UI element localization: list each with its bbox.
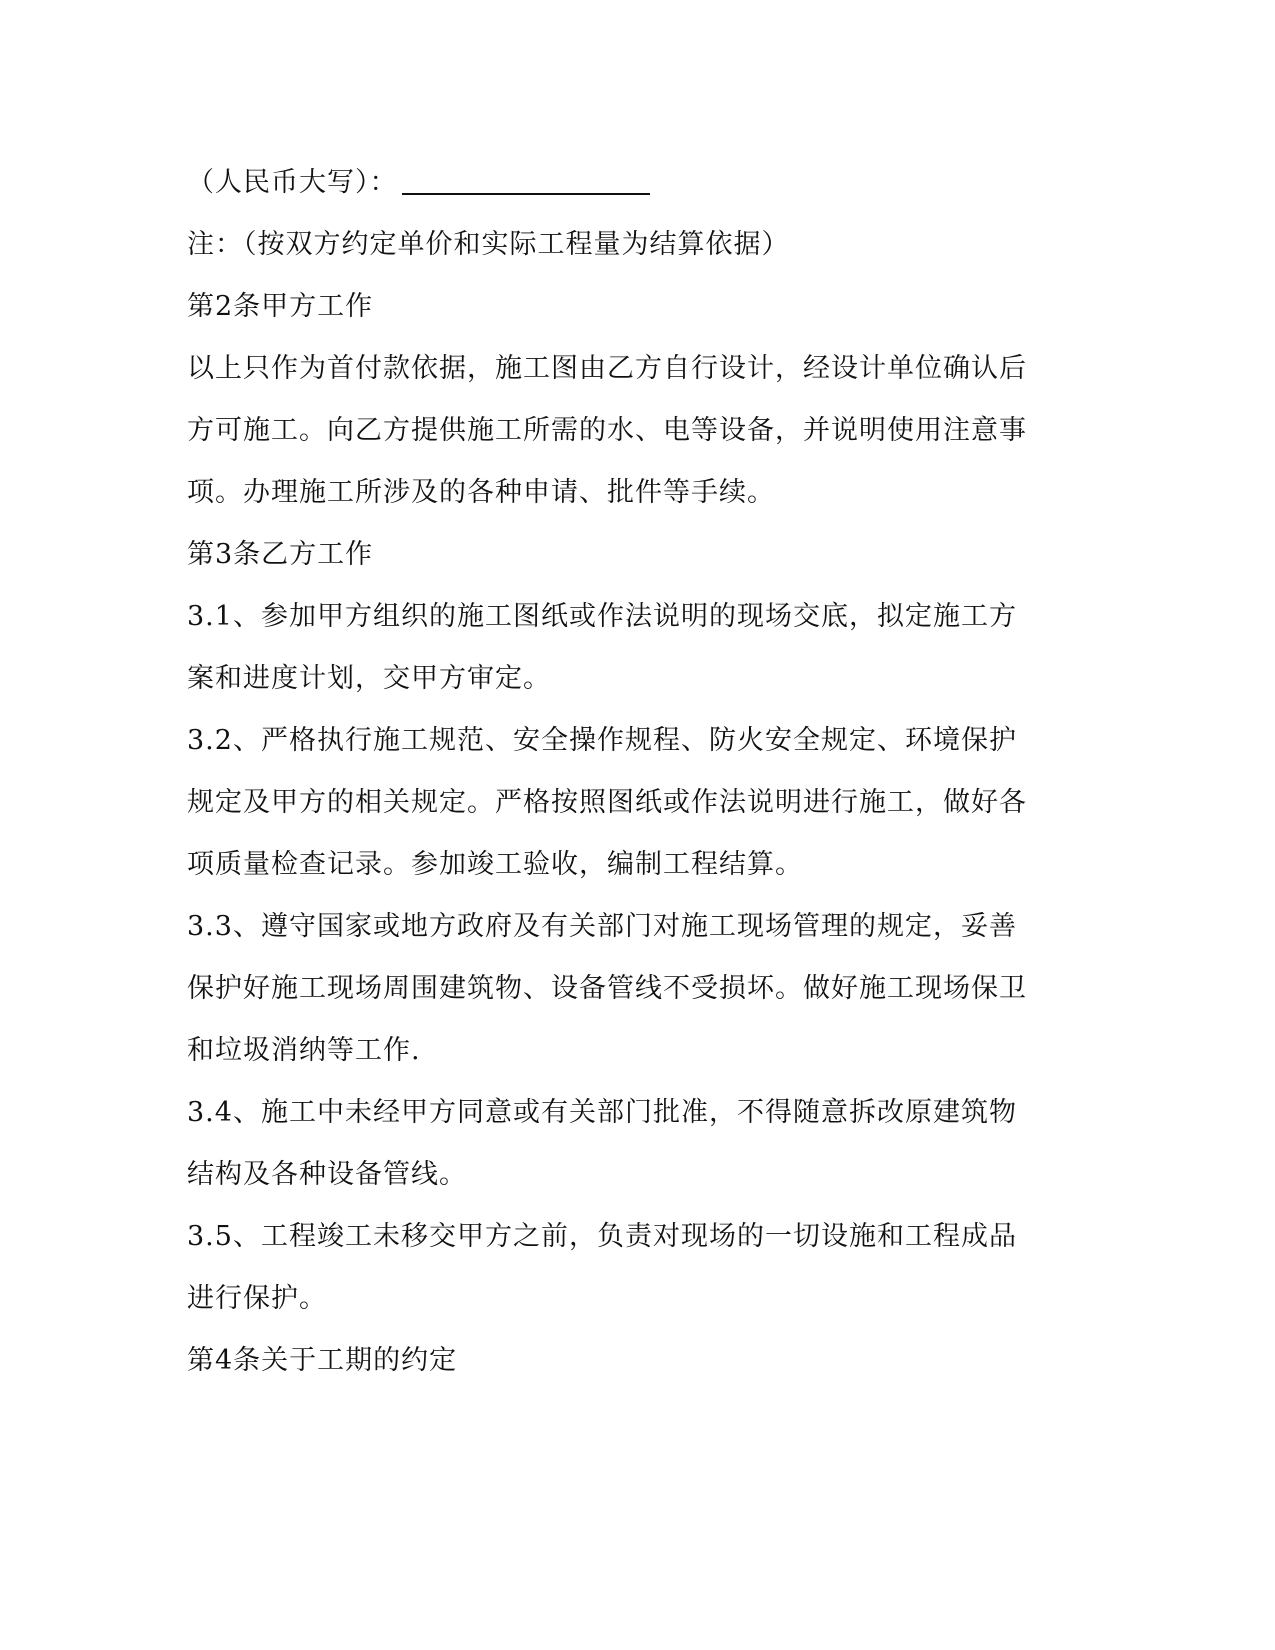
clause-3-4-line: 结构及各种设备管线。 [187, 1159, 467, 1190]
document-body [187, 152, 1047, 1392]
clause-3-3-line: 和垃圾消纳等工作. [187, 1035, 421, 1066]
clause-3-5-line: 进行保护。 [187, 1283, 327, 1314]
clause-3-2-line: 项质量检查记录。参加竣工验收，编制工程结算。 [187, 849, 803, 880]
settlement-note: 注：（按双方约定单价和实际工程量为结算依据） [187, 229, 790, 260]
amount-in-words-line [187, 152, 1047, 214]
paragraph-line: 方可施工。向乙方提供施工所需的水、电等设备，并说明使用注意事 [187, 415, 1027, 446]
clause-3-1-line: 案和进度计划，交甲方审定。 [187, 663, 551, 694]
clause-3-5-line: 3.5、工程竣工未移交甲方之前，负责对现场的一切设施和工程成品 [187, 1221, 1017, 1252]
amount-in-words-label: （人民币大写）： [187, 167, 398, 198]
paragraph-line: 项。办理施工所涉及的各种申请、批件等手续。 [187, 477, 775, 508]
clause-3-4-line: 3.4、施工中未经甲方同意或有关部门批准，不得随意拆改原建筑物 [187, 1097, 1017, 1128]
article-2-heading: 第2条甲方工作 [187, 291, 374, 322]
clause-3-3-line: 3.3、遵守国家或地方政府及有关部门对施工现场管理的规定，妥善 [187, 911, 1017, 942]
clause-3-2-line: 3.2、严格执行施工规范、安全操作规程、防火安全规定、环境保护 [187, 725, 1017, 756]
clause-3-2-line: 规定及甲方的相关规定。严格按照图纸或作法说明进行施工，做好各 [187, 787, 1027, 818]
article-3-heading: 第3条乙方工作 [187, 539, 374, 570]
paragraph-line: 以上只作为首付款依据，施工图由乙方自行设计，经设计单位确认后 [187, 353, 1027, 384]
clause-3-1-line: 3.1、参加甲方组织的施工图纸或作法说明的现场交底，拟定施工方 [187, 601, 1017, 632]
clause-3-3-line: 保护好施工现场周围建筑物、设备管线不受损坏。做好施工现场保卫 [187, 973, 1027, 1004]
amount-blank-field [402, 163, 650, 195]
article-4-heading: 第4条关于工期的约定 [187, 1345, 458, 1376]
